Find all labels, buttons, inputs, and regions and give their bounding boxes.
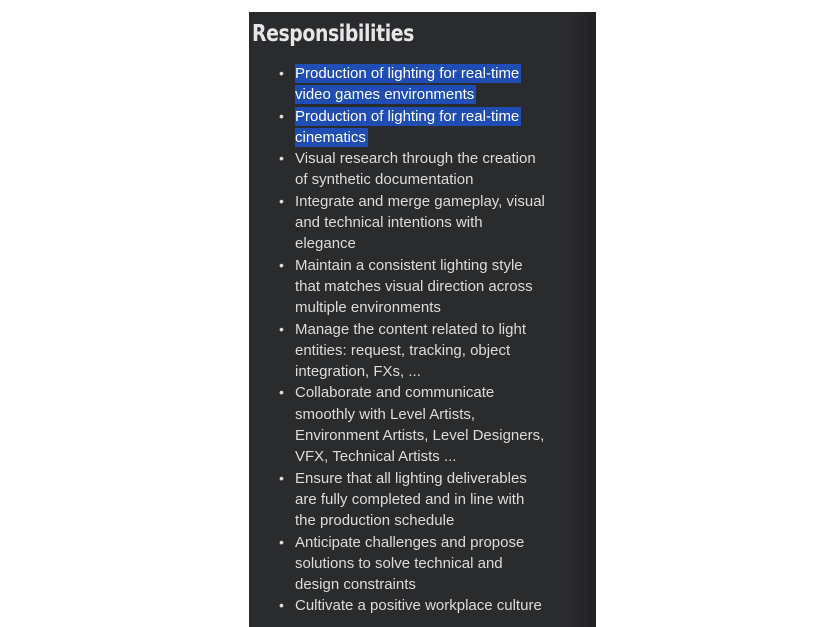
text-line[interactable]: Cultivate a positive workplace culture bbox=[295, 597, 542, 615]
text-line[interactable]: Collaborate and communicate bbox=[295, 384, 495, 402]
text-line[interactable]: Anticipate challenges and propose bbox=[295, 533, 525, 551]
selected-text-line[interactable]: Production of lighting for real-time bbox=[295, 65, 520, 82]
text-line[interactable]: Maintain a consistent lighting style bbox=[295, 256, 523, 274]
responsibilities-panel bbox=[249, 12, 596, 627]
list-item bbox=[279, 319, 573, 383]
list-item bbox=[279, 63, 573, 106]
bullet-icon: • bbox=[279, 384, 284, 401]
text-line[interactable]: Visual research through the creation bbox=[295, 150, 536, 168]
list-item bbox=[279, 106, 573, 149]
list-item bbox=[279, 468, 573, 532]
bullet-icon: • bbox=[279, 320, 284, 337]
text-line[interactable]: multiple environments bbox=[295, 299, 441, 317]
list-item bbox=[279, 595, 573, 616]
list-item bbox=[279, 255, 573, 319]
text-line[interactable]: are fully completed and in line with bbox=[295, 490, 525, 508]
list-item bbox=[279, 532, 573, 596]
text-line[interactable]: of synthetic documentation bbox=[295, 171, 474, 189]
selected-text-line[interactable]: cinematics bbox=[295, 128, 366, 146]
section-heading: Responsibilities bbox=[252, 21, 414, 47]
bullet-icon: • bbox=[279, 597, 284, 614]
bullet-icon: • bbox=[279, 65, 284, 81]
text-line[interactable]: and technical intentions with bbox=[295, 214, 483, 232]
bullet-icon: • bbox=[279, 533, 284, 550]
text-line[interactable]: VFX, Technical Artists ... bbox=[295, 448, 457, 466]
list-item bbox=[279, 382, 573, 467]
text-line[interactable]: Manage the content related to light bbox=[295, 320, 526, 338]
text-line[interactable]: smoothly with Level Artists, bbox=[295, 405, 476, 423]
bullet-icon: • bbox=[279, 469, 284, 486]
text-line[interactable]: Integrate and merge gameplay, visual bbox=[295, 192, 545, 210]
text-line[interactable]: entities: request, tracking, object bbox=[295, 341, 511, 359]
text-line[interactable]: Environment Artists, Level Designers, bbox=[295, 427, 545, 445]
text-line[interactable]: solutions to solve technical and bbox=[295, 554, 503, 572]
selected-text-line[interactable]: Production of lighting for real-time bbox=[295, 107, 520, 125]
list-item bbox=[279, 191, 573, 255]
bullet-icon: • bbox=[279, 150, 284, 167]
selected-text-line[interactable]: video games environments bbox=[295, 86, 475, 104]
text-line[interactable]: the production schedule bbox=[295, 512, 455, 530]
bullet-icon: • bbox=[279, 192, 284, 209]
text-line[interactable]: design constraints bbox=[295, 576, 416, 594]
bullet-icon: • bbox=[279, 256, 284, 273]
list-item bbox=[279, 148, 573, 191]
bullet-icon: • bbox=[279, 107, 284, 124]
text-line[interactable]: Ensure that all lighting deliverables bbox=[295, 469, 527, 487]
text-line[interactable]: that matches visual direction across bbox=[295, 277, 533, 295]
text-line[interactable]: integration, FXs, ... bbox=[295, 363, 421, 381]
text-line[interactable]: elegance bbox=[295, 235, 356, 253]
responsibilities-list bbox=[279, 63, 573, 617]
